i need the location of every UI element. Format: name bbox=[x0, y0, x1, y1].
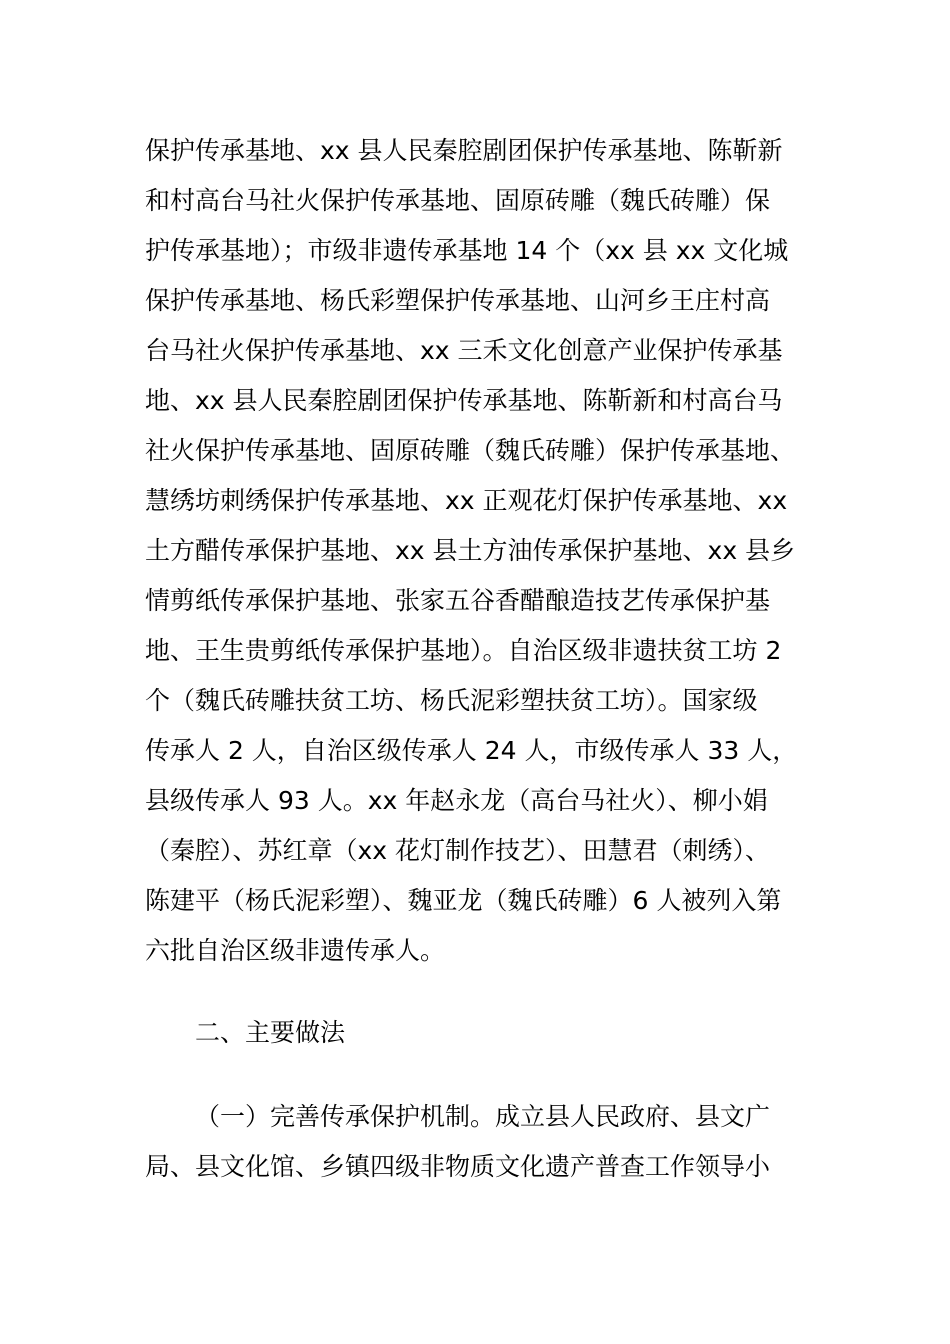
paragraph-line: 和村高台马社火保护传承基地、固原砖雕（魏氏砖雕）保 bbox=[145, 186, 771, 215]
paragraph-line: 传承人 2 人，自治区级传承人 24 人，市级传承人 33 人， bbox=[145, 736, 798, 765]
paragraph-line: 慧绣坊刺绣保护传承基地、xx 正观花灯保护传承基地、xx bbox=[145, 486, 788, 515]
paragraph-line: 个（魏氏砖雕扶贫工坊、杨氏泥彩塑扶贫工坊）。国家级 bbox=[145, 686, 758, 715]
paragraph-line: 地、王生贵剪纸传承保护基地）。自治区级非遗扶贫工坊 2 bbox=[145, 636, 782, 665]
paragraph-line: 护传承基地）；市级非遗传承基地 14 个（xx 县 xx 文化城 bbox=[145, 236, 789, 265]
paragraph-line: （秦腔）、苏红章（xx 花灯制作技艺）、田慧君（刺绣）、 bbox=[145, 836, 771, 865]
paragraph-line: 台马社火保护传承基地、xx 三禾文化创意产业保护传承基 bbox=[145, 336, 783, 365]
paragraph-line: （一）完善传承保护机制。成立县人民政府、县文广 bbox=[195, 1102, 771, 1131]
paragraph-line: 六批自治区级非遗传承人。 bbox=[145, 936, 446, 965]
paragraph-line: 县级传承人 93 人。xx 年赵永龙（高台马社火）、柳小娟 bbox=[145, 786, 768, 815]
paragraph-line: 局、县文化馆、乡镇四级非物质文化遗产普查工作领导小 bbox=[145, 1152, 771, 1181]
paragraph-line: 土方醋传承保护基地、xx 县土方油传承保护基地、xx 县乡 bbox=[145, 536, 796, 565]
section-heading: 二、主要做法 bbox=[195, 1018, 346, 1047]
paragraph-line: 保护传承基地、杨氏彩塑保护传承基地、山河乡王庄村高 bbox=[145, 286, 771, 315]
paragraph-line: 情剪纸传承保护基地、张家五谷香醋酿造技艺传承保护基 bbox=[145, 586, 771, 615]
paragraph-line: 地、xx 县人民秦腔剧团保护传承基地、陈靳新和村高台马 bbox=[145, 386, 783, 415]
paragraph-line: 陈建平（杨氏泥彩塑）、魏亚龙（魏氏砖雕）6 人被列入第 bbox=[145, 886, 782, 915]
paragraph-line: 保护传承基地、xx 县人民秦腔剧团保护传承基地、陈靳新 bbox=[145, 136, 783, 165]
paragraph-line: 社火保护传承基地、固原砖雕（魏氏砖雕）保护传承基地、 bbox=[145, 436, 796, 465]
